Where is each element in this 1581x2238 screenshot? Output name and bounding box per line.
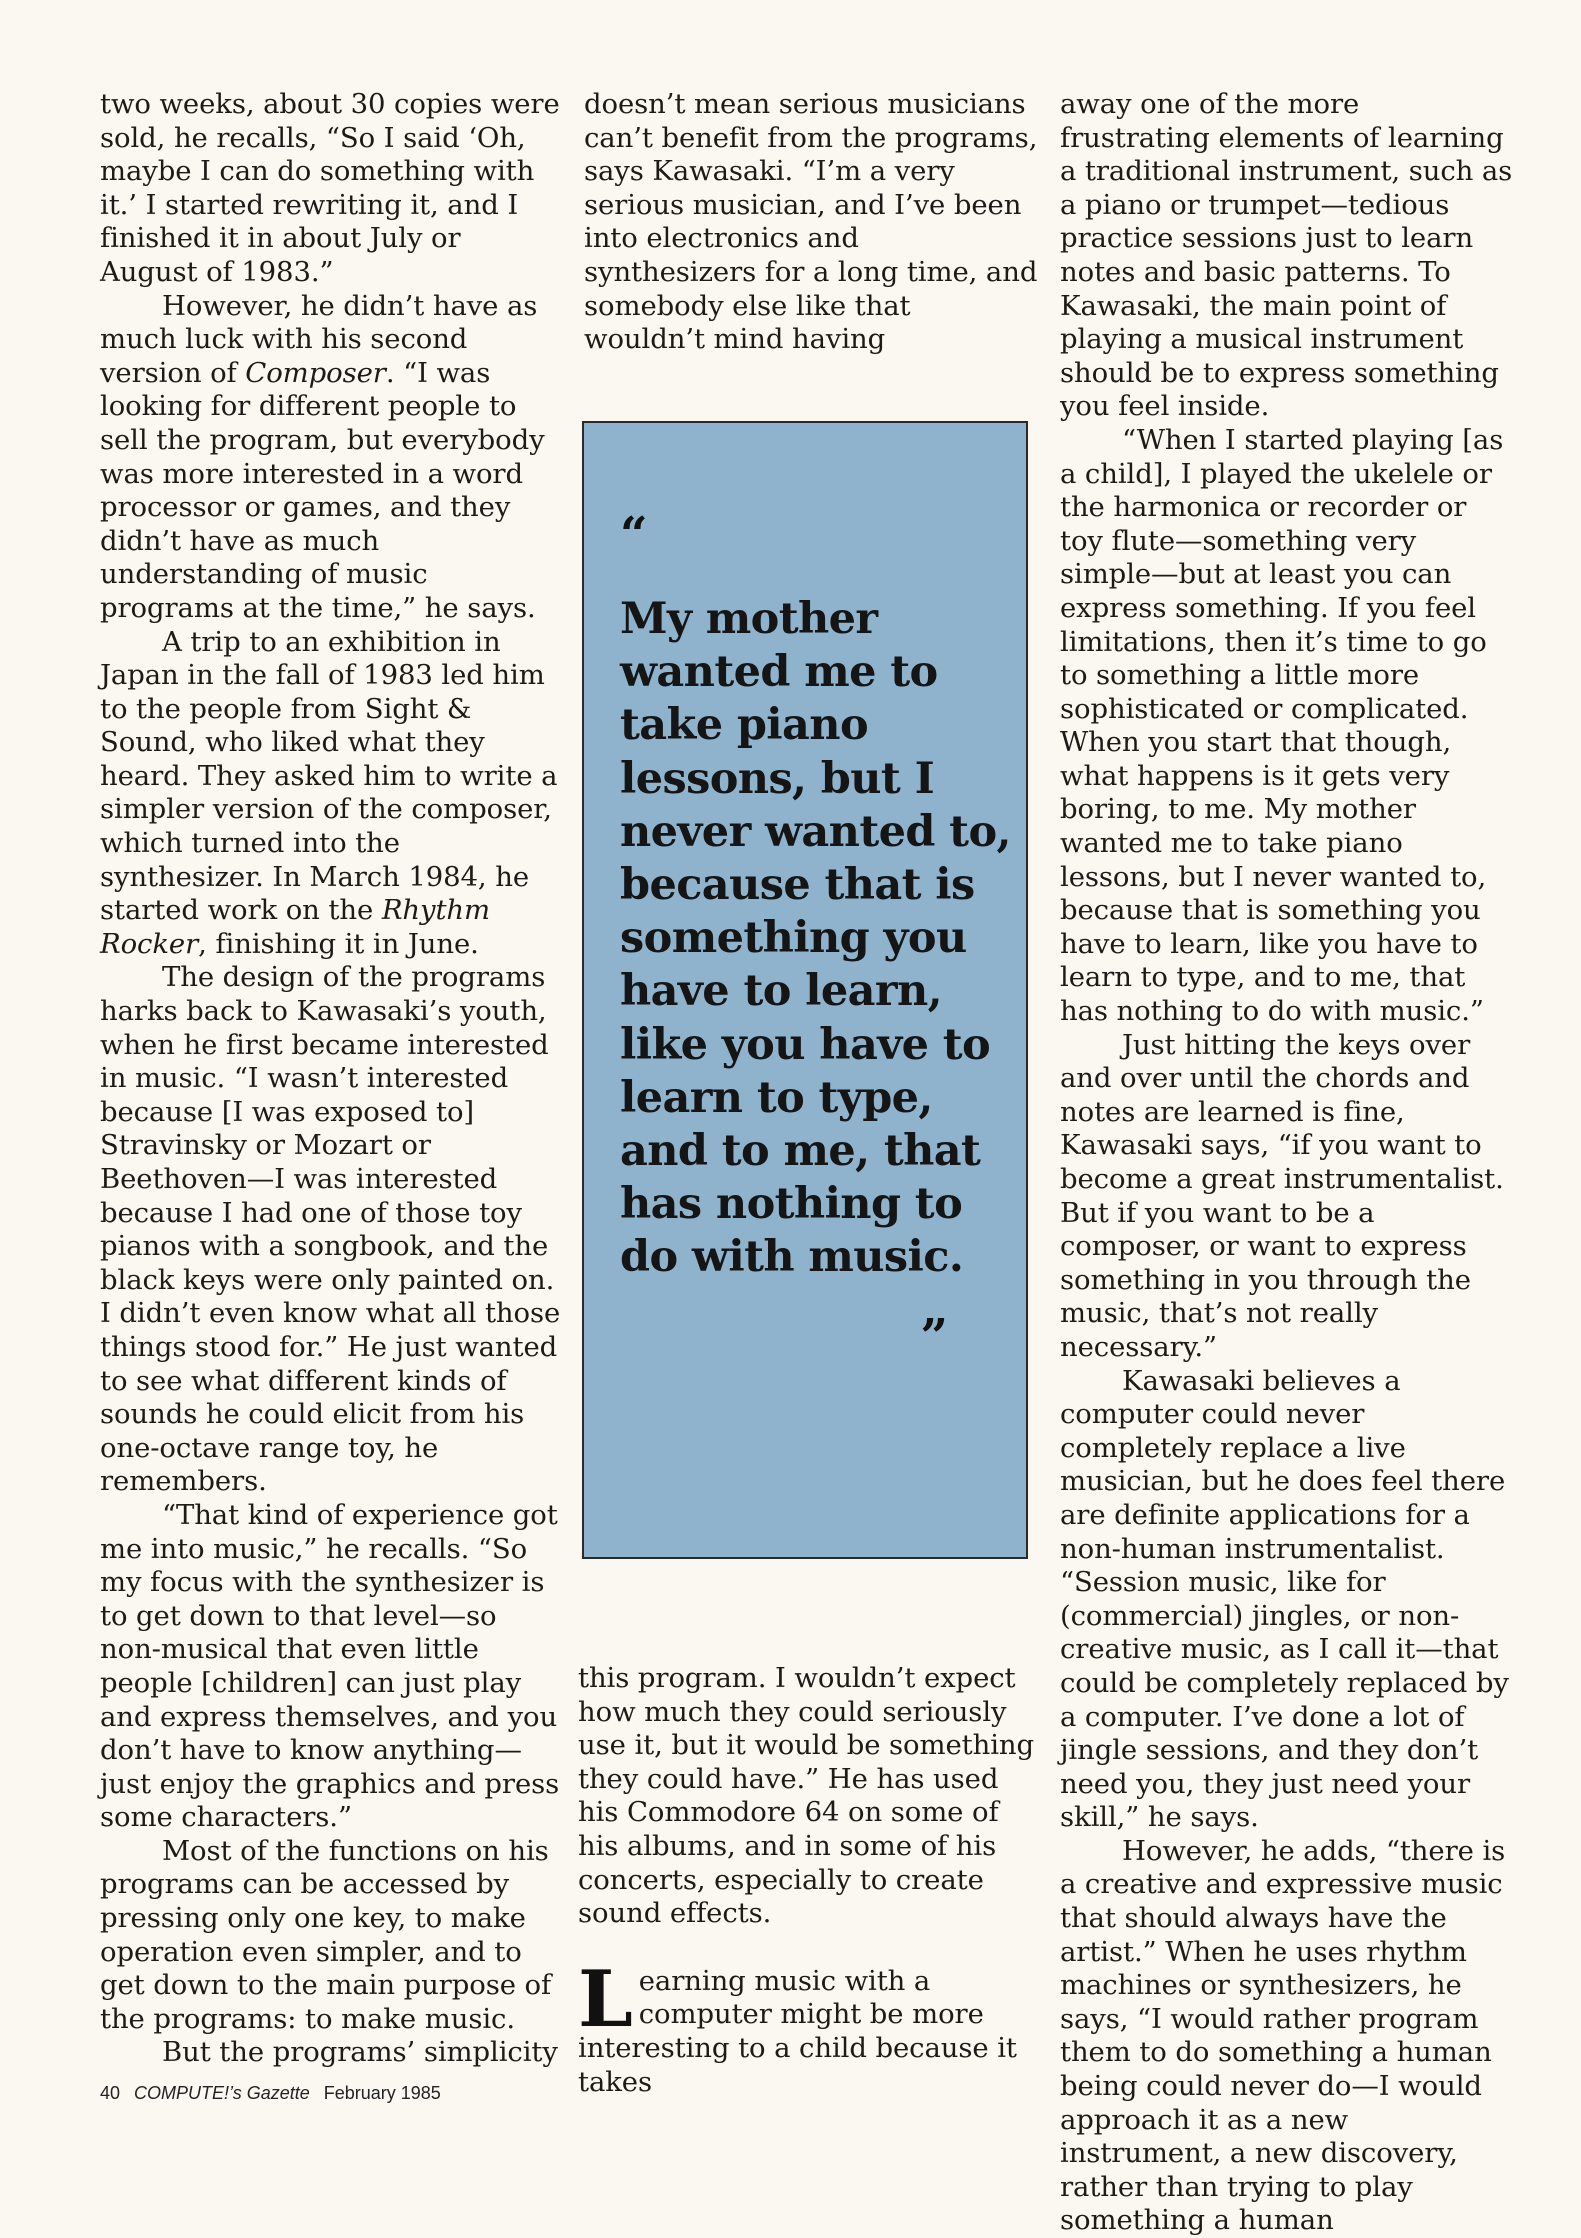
article-column-3 xyxy=(1060,88,1515,2238)
paragraph: The design of the programs harks back to Kawasaki’s youth, when he first became interested in music. “I wasn’t interested because [I was exposed to] Stravinsky or Mozart or Beethoven—I was interested because I had one of those toy pianos with a songbook, and the black keys were only painted on. I didn’t even know what all those things stood for.” He just wanted to see what different kinds of sounds he could elicit from his one-octave range toy, he remembers. xyxy=(100,961,561,1498)
paragraph: Just hitting the keys over and over until the chords and notes are learned is fine, Kawasaki says, “if you want to become a great instrumentalist. But if you want to be a composer, or want to express something in you through the music, that’s not really necessary.” xyxy=(1060,1028,1504,1363)
pull-quote-text: My mother wanted me to take piano lessons, but I never wanted to, because that is something you have to learn, like you have to learn to type, and to me, that has nothing to do with music. xyxy=(620,594,1011,1283)
paragraph: doesn’t mean serious musicians can’t benefit from the programs, says Kawasaki. “I’m a very serious musician, and I’ve been into electronics and synthesizers for a long time, and somebody else like that wouldn’t mind having xyxy=(584,88,1038,356)
article-column-1 xyxy=(100,88,566,2070)
paragraph: “That kind of experience got me into music,” he recalls. “So my focus with the synthesizer is to get down to that level—so non-musical that even little people [children] can just play and express themselves, and you don’t have to know anything—just enjoy the graphics and press some characters.” xyxy=(100,1498,560,1834)
paragraph: “When I started playing [as a child], I played the ukelele or the harmonica or recorder or toy flute—something very simple—but at least you can express something. If you feel limitations, then it’s time to go to something a little more sophisticated or complicated. When you start that though, what happens is it gets very boring, to me. My mother wanted me to take piano lessons, but I never wanted to, because that is something you have to learn, like you have to learn to type, and to me, that has nothing to do with music.” xyxy=(1060,423,1504,1028)
paragraph: But the programs’ simplicity xyxy=(162,2036,558,2069)
magazine-name: COMPUTE!’s Gazette xyxy=(134,2083,310,2103)
program-title: Composer xyxy=(245,356,386,389)
program-title: Rhythm Rocker xyxy=(100,894,491,960)
page-number: 40 xyxy=(100,2083,121,2103)
paragraph: two weeks, about 30 copies were sold, he recalls, “So I said ‘Oh, maybe I can do something with it.’ I started rewriting it, and I finished it in about July or August of 1983.” xyxy=(100,88,560,288)
paragraph: However, he adds, “there is a creative and expressive music that should always have the artist.” When he uses rhythm machines or synthesizers, he says, “I would rather program them to do something a human being could never do—I would approach it as a new instrument, a new discovery, rather than trying to play something a human xyxy=(1060,1834,1506,2237)
section-opening-paragraph: Learning music with a computer might be more interesting to a child because it takes xyxy=(578,1953,1017,2098)
drop-cap: L xyxy=(578,1953,633,2045)
open-quote-icon: “ xyxy=(620,507,648,563)
page-footer xyxy=(100,2083,441,2104)
paragraph: However, he didn’t have as much luck with his second version of Composer. “I was looking for different people to sell the program, but everybody was more interested in a word processor or games, and they didn’t have as much understanding of music programs at the time,” he says. xyxy=(100,289,545,624)
pull-quote-box xyxy=(582,421,1028,1559)
paragraph: A trip to an exhibition in Japan in the fall of 1983 led him to the people from Sight & Sound, who liked what they heard. They asked him to write a simpler version of the composer, which turned into the synthesizer. In March 1984, he started work on the Rhythm Rocker, finishing it in June. xyxy=(100,625,558,960)
paragraph: Kawasaki believes a computer could never completely replace a live musician, but he does feel there are definite applications for a non-human instrumentalist. “Session music, like for (commercial) jingles, or non-creative music, as I call it—that could be completely replaced by a computer. I’ve done a lot of jingle sessions, and they don’t need you, they just need your skill,” he says. xyxy=(1060,1364,1509,1834)
paragraph: away one of the more frustrating elements of learning a traditional instrument, such as a piano or trumpet—tedious practice sessions just to learn notes and basic patterns. To Kawasaki, the main point of playing a musical instrument should be to express something you feel inside. xyxy=(1060,88,1513,423)
article-column-2-bottom xyxy=(578,1662,1038,2099)
issue-date: February 1985 xyxy=(323,2083,441,2103)
close-quote-icon: ” xyxy=(920,1309,948,1365)
paragraph: Most of the functions on his programs can be accessed by pressing only one key, to make operation even simpler, and to get down to the main purpose of the programs: to make music. xyxy=(100,1834,552,2035)
paragraph: this program. I wouldn’t expect how much they could seriously use it, but it would be something they could have.” He has used his Commodore 64 on some of his albums, and in some of his concerts, especially to create sound effects. xyxy=(578,1662,1035,1930)
article-column-2-top xyxy=(584,88,1039,357)
